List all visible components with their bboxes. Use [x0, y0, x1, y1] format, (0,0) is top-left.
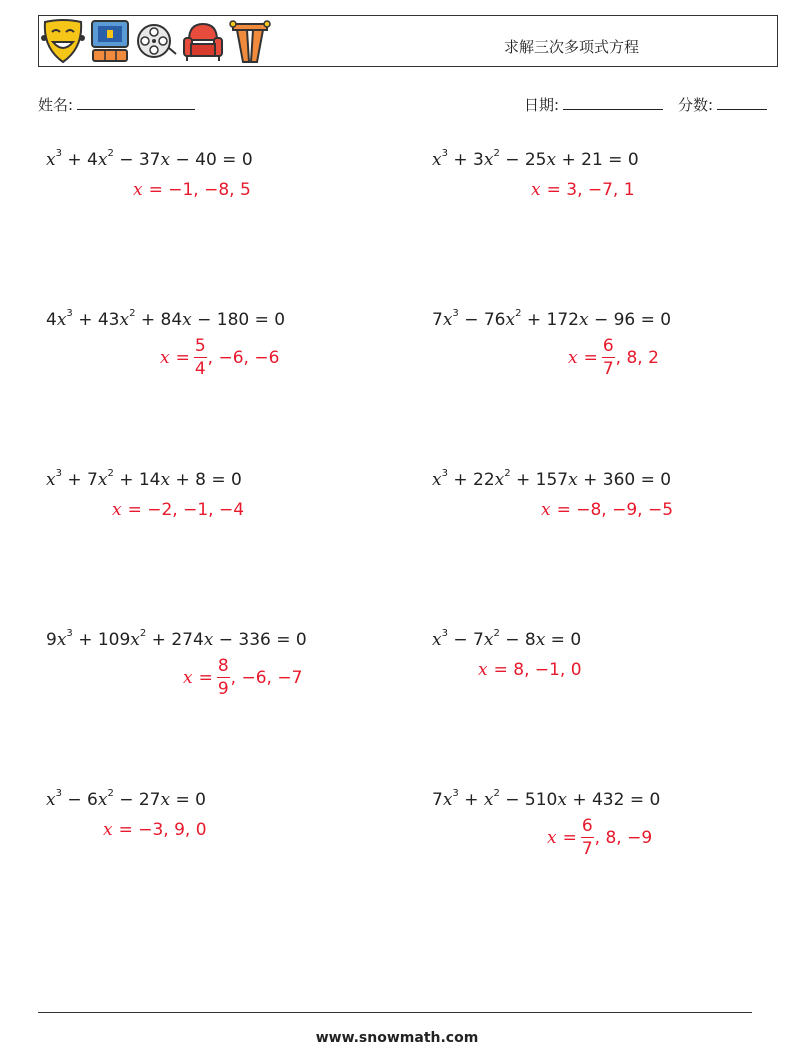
score-blank[interactable]: [717, 95, 767, 110]
answer-fraction: $\frac{8}{9}$: [217, 656, 229, 699]
problem-equation: $x^3 + 7x^2 + 14x + 8 = 0$: [46, 468, 242, 490]
date-field: [524, 94, 663, 115]
worksheet-header: [38, 15, 778, 67]
problem-answer: x = −1, −8, 5: [133, 180, 251, 200]
problem-equation: $9x^3 + 109x^2 + 274x - 336 = 0$: [46, 628, 307, 650]
problem-answer: x = $\frac{8}{9}$ , −6, −7: [183, 656, 303, 699]
score-label: 分数:: [678, 96, 714, 114]
film-reel-icon: [135, 18, 177, 64]
problem-equation: $4x^3 + 43x^2 + 84x - 180 = 0$: [46, 308, 286, 330]
stage-curtain-icon: [229, 18, 271, 64]
problem-answer: x = 3, −7, 1: [531, 180, 635, 200]
problem-equation: $x^3 - 7x^2 - 8x = 0$: [432, 628, 582, 650]
date-label: 日期:: [524, 96, 560, 114]
problem-equation: $7x^3 - 76x^2 + 172x - 96 = 0$: [432, 308, 672, 330]
footer-url: www.snowmath.com: [315, 1030, 479, 1046]
header-icons: [41, 18, 271, 64]
name-label: 姓名:: [38, 96, 74, 114]
theater-mask-icon: [41, 18, 85, 64]
score-field: [678, 94, 767, 115]
problem-answer: x = 8, −1, 0: [478, 660, 582, 680]
problem-answer: x = $\frac{6}{7}$ , 8, 2: [568, 336, 659, 379]
problem-equation: $x^3 + 3x^2 - 25x + 21 = 0$: [432, 148, 639, 170]
answer-fraction: $\frac{6}{7}$: [581, 816, 593, 859]
footer-divider: [38, 1012, 752, 1013]
problem-equation: $7x^3 + x^2 - 510x + 432 = 0$: [432, 788, 661, 810]
problem-answer: x = $\frac{6}{7}$ , 8, −9: [547, 816, 653, 859]
problem-answer: x = −2, −1, −4: [112, 500, 245, 520]
problem-answer: x = $\frac{5}{4}$ , −6, −6: [160, 336, 280, 379]
name-blank[interactable]: [77, 95, 195, 110]
answer-fraction: $\frac{6}{7}$: [602, 336, 614, 379]
date-blank[interactable]: [563, 95, 663, 110]
armchair-icon: [181, 18, 225, 64]
answer-fraction: $\frac{5}{4}$: [194, 336, 206, 379]
tv-monitor-icon: [89, 18, 131, 64]
worksheet-title: 求解三次多项式方程: [504, 38, 640, 56]
problem-equation: $x^3 + 22x^2 + 157x + 360 = 0$: [432, 468, 672, 490]
problem-equation: $x^3 + 4x^2 - 37x - 40 = 0$: [46, 148, 253, 170]
name-field: [38, 94, 195, 115]
problem-equation: $x^3 - 6x^2 - 27x = 0$: [46, 788, 206, 810]
problem-answer: x = −3, 9, 0: [103, 820, 207, 840]
problem-answer: x = −8, −9, −5: [541, 500, 674, 520]
